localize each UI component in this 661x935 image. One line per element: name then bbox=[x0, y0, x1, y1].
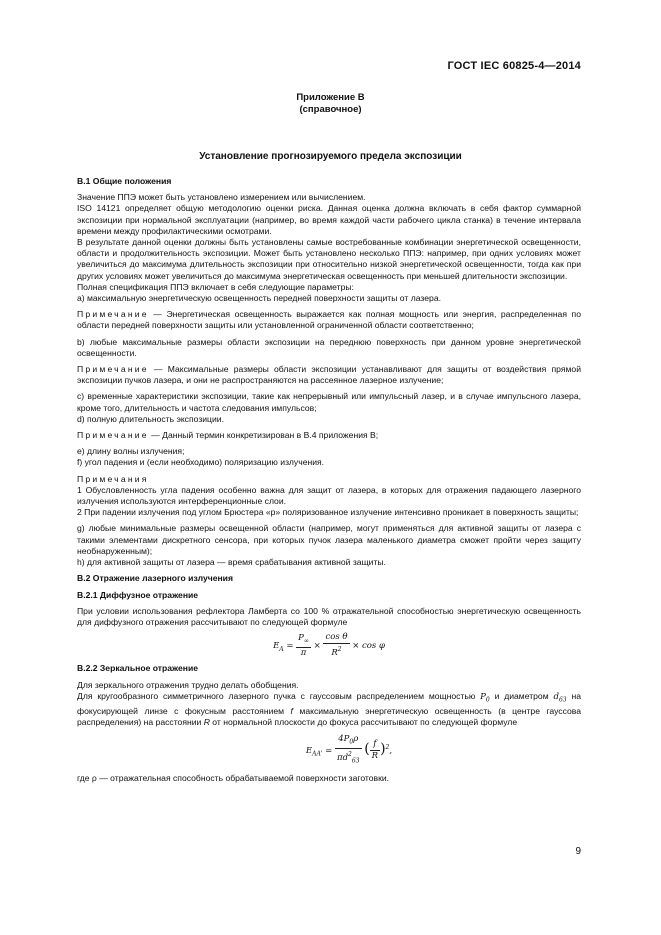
heading-b22: В.2.2 Зеркальное отражение bbox=[77, 663, 199, 674]
text-run: от нормальной плоскости до фокуса рассчитывают по следующей формуле bbox=[209, 716, 518, 727]
text-run: и диаметром bbox=[489, 690, 554, 701]
note-b bbox=[77, 364, 581, 386]
where-clause: где ρ — отражательная способность обрабатываемой поверхности заготовки. bbox=[77, 772, 390, 783]
paragraph: В результате данной оценки должны быть установлены самые востребованные комбинации энергетической освещенности, области и продолжительность экспозиции. Может быть установлено несколько ППЭ: например, при одних условиях может увеличиться до максимума длительность экспозиции при относительно низкой энергетической освещенности, тогда как при других условиях может увеличиться до максимума энергетическая освещенность при меньшей длительности экспозиции. bbox=[77, 237, 581, 281]
paragraph-b21: При условии использования рефлектора Ламберта со 100 % отражательной способностью энергетическую освещенность для диффузного отражения рассчитывают по следующей формуле bbox=[77, 605, 581, 627]
text-run: на фокусирующей линзе с фокусным расстоянием bbox=[77, 690, 581, 716]
heading-b2: В.2 Отражение лазерного излучения bbox=[77, 573, 233, 584]
note-1: 1 Обусловленность угла падения особенно важна для защит от лазера, в которых для отражения падающего лазерного излучения используются интерференционные слои. bbox=[77, 484, 581, 507]
fraction: $\frac{P_\infty}{\pi}$ bbox=[298, 632, 309, 658]
paragraph: ISO 14121 определяет общую методологию оценки риска. Данная оценка должна включать в себя фактор суммарной экспозиции при нормальной эксплуатации (например, во время каждой части рабочего цикла станка) в течение интервала времени между профилактическими осмотрами. bbox=[77, 203, 581, 236]
list-item-g: g) любые минимальные размеры освещенной области (например, могут применяться для активной защиты от лазера с такими элементами дискретного сенсора, при которых пучок лазера маленького диаметра сможет пройти через защиту необнаруженным); bbox=[77, 523, 581, 556]
paragraph: Полная спецификация ППЭ включает в себя следующие параметры: bbox=[77, 281, 354, 292]
page-number: 9 bbox=[575, 846, 581, 857]
appendix-subtitle: (справочное) bbox=[299, 104, 362, 115]
note-d bbox=[77, 430, 581, 441]
note-text: — Данный термин конкретизирован в В.4 приложения В; bbox=[148, 430, 379, 441]
list-item-d: d) полную длительность экспозиции. bbox=[77, 413, 224, 424]
fraction: $\frac{\text{cos θ}}{R^2}$ bbox=[325, 632, 348, 659]
document-body bbox=[77, 176, 581, 784]
formula-diffuse: $E_A$ = $\frac{P_\infty}{\pi}$ × $\frac{\text{cos θ}}{R^2}$ × cos φ bbox=[273, 632, 385, 659]
list-item-a: а) максимальную энергетическую освещенность передней поверхности защиты от лазера. bbox=[77, 293, 441, 304]
fraction: $\frac{4P_0\rho}{\pi d^2_{63}}$ bbox=[337, 734, 360, 765]
paragraph-b22a: Для зеркального отражения трудно делать обобщения. bbox=[77, 679, 299, 690]
note-label: Примечание bbox=[77, 309, 149, 320]
paragraph: Значение ППЭ может быть установлено измерением или вычислением. bbox=[77, 192, 366, 203]
list-item-b: b) любые максимальные размеры области экспозиции на переднюю поверхность при данном уровне энергетической освещенности. bbox=[77, 336, 581, 358]
text-run: Для кругообразного симметричного лазерного пучка с гауссовым распределением мощностью bbox=[77, 690, 481, 701]
note-label: Примечание bbox=[77, 364, 149, 375]
heading-b1: В.1 Общие положения bbox=[77, 176, 172, 186]
section-title: Установление прогнозируемого предела экспозиции bbox=[199, 151, 462, 162]
note-text: — Энергетическая освещенность выражается как полная мощность или энергия, распределенная по области передней поверхности защиты или установленной ограниченной области соответственно; bbox=[77, 309, 581, 331]
note-label: Примечание bbox=[77, 430, 149, 441]
list-item-c: с) временные характеристики экспозиции, такие как непрерывный или импульсный лазер, и в случае импульсного лазера, кроме того, длительность и частота следования импульсов; bbox=[77, 391, 581, 413]
note-text: — Максимальные размеры области экспозиции устанавливают для защиты от воздействия прямой экспозиции пучков лазера, и они не распространяются на рассеянное лазерное излучение; bbox=[77, 364, 581, 386]
note-2: 2 При падении излучения под углом Брюстера «р» поляризованное излучение интенсивно проникает в поверхность защиты; bbox=[77, 507, 579, 518]
formula-specular: $E_{AA'}$ = $\frac{4P_0\rho}{\pi d^2_{63}}$ ( $\frac{f}{R}$ )$^2$, bbox=[117, 734, 581, 767]
list-item-f: f) угол падения и (если необходимо) поляризацию излучения. bbox=[77, 457, 325, 468]
heading-b21: В.2.1 Диффузное отражение bbox=[77, 589, 199, 600]
list-item-e: е) длину волны излучения; bbox=[77, 446, 185, 457]
notes-label: Примечания bbox=[77, 473, 149, 484]
text-run: максимальную энергетическую освещенность (в центре гауссова распределения) на расстоянии bbox=[77, 705, 581, 727]
list-item-h: h) для активной защиты от лазера — время срабатывания активной защиты. bbox=[77, 557, 386, 568]
appendix-title: Приложение В bbox=[296, 92, 365, 103]
fraction: $\frac{f}{R}$ bbox=[371, 738, 379, 761]
paragraph-b22b: Для кругообразного симметричного лазерного пучка с гауссовым распределением мощностью $P_0$ и диаметром $d_{63}$ на фокусирующей линзе с фокусным расстоянием f максимальную энергетическую освещенность (в центре гауссова распределения) на расстоянии R от нормальной плоскости до фокуса рассчитывают по следующей формуле bbox=[77, 690, 581, 727]
note-a bbox=[77, 309, 581, 331]
standard-header: ГОСТ IEC 60825-4—2014 bbox=[447, 60, 581, 72]
appendix-title-block bbox=[0, 92, 661, 116]
